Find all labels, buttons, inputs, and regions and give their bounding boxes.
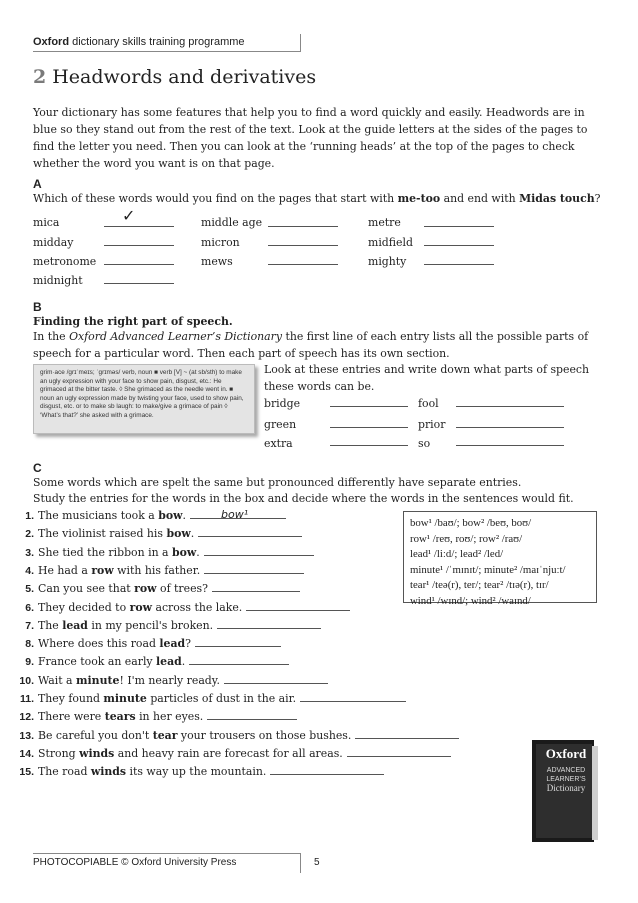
box-line: minute¹ /ˈmɪnɪt/; minute² /maɪˈnjuːt/ xyxy=(410,563,566,576)
answer-blank[interactable] xyxy=(330,406,408,407)
answer-blank[interactable] xyxy=(268,245,338,246)
sentence-row xyxy=(14,619,321,632)
word-item: midfield xyxy=(368,236,413,249)
sentence-text: your trousers on those bushes. xyxy=(177,728,352,742)
sentence-text: with his father. xyxy=(113,563,201,577)
sentence-text: There were xyxy=(38,710,105,724)
answer-blank[interactable] xyxy=(104,264,174,265)
book-title xyxy=(538,766,594,793)
sentence-number: 15. xyxy=(19,766,34,779)
target-word: minute xyxy=(103,692,147,705)
sentence-text: France took an early xyxy=(38,655,157,669)
footer-tick xyxy=(300,853,301,873)
word-item: mica xyxy=(33,216,60,229)
target-word: winds xyxy=(79,746,115,760)
footer-rule xyxy=(33,853,301,854)
question-text: ? xyxy=(594,192,601,205)
word-item: metre xyxy=(368,216,401,229)
sentence-text: its way up the mountain. xyxy=(126,765,267,779)
target-word: winds xyxy=(90,765,127,779)
answer-blank[interactable] xyxy=(207,710,297,720)
target-word: row xyxy=(129,600,152,614)
sentence-number: 8. xyxy=(25,638,34,651)
sentence-text: ! I'm nearly ready. xyxy=(119,673,220,687)
answer-blank[interactable] xyxy=(424,226,494,227)
target-word: lead xyxy=(159,637,186,651)
sentence-number: 14. xyxy=(19,747,34,760)
start-word: me-too xyxy=(397,192,441,205)
target-word: minute xyxy=(76,673,120,687)
section-b-letter: B xyxy=(33,300,42,314)
target-word: bow xyxy=(172,545,197,559)
pronunciation-box xyxy=(403,511,597,607)
footer-text: PHOTOCOPIABLE © Oxford University Press xyxy=(33,857,237,868)
sentence-text: The road xyxy=(38,765,91,779)
sentence-row xyxy=(14,546,314,559)
page-title xyxy=(33,66,316,88)
section-a-question xyxy=(33,190,613,207)
sentence-text: of trees? xyxy=(156,582,208,596)
answer-blank[interactable] xyxy=(212,582,300,592)
answer-blank[interactable] xyxy=(204,546,314,556)
sentence-number: 12. xyxy=(19,711,34,724)
sentence-row xyxy=(14,710,297,723)
target-word: lead xyxy=(62,618,88,632)
sentence-text: . xyxy=(190,527,195,541)
sentence-row xyxy=(14,637,281,650)
word-item: bridge xyxy=(264,397,301,410)
sentence-text: particles of dust in the air. xyxy=(146,692,297,705)
header-rule xyxy=(33,51,301,52)
sentence-number: 2. xyxy=(25,528,34,541)
sentence-text: Where does this road xyxy=(38,637,160,651)
sentence-number: 1. xyxy=(25,510,34,522)
answer-blank[interactable] xyxy=(104,226,174,227)
section-b-heading: Finding the right part of speech. xyxy=(33,315,233,328)
intro-paragraph: Your dictionary has some features that help you to find a word quickly and easily. Headwords are in blue so they stand out from the rest of the text. Look at the guide letters at the sides of the pages to find the letter you need. Then you can look at the ‘running heads’ at the top of the pages to check whether the word you want is on that page. xyxy=(33,106,588,170)
word-item: midday xyxy=(33,236,74,249)
answer-blank[interactable] xyxy=(424,245,494,246)
word-item: fool xyxy=(418,397,439,410)
section-c-letter: C xyxy=(33,461,42,475)
answer-blank[interactable] xyxy=(456,445,564,446)
sentence-text: . xyxy=(181,655,186,669)
word-item: mighty xyxy=(368,255,407,268)
sentence-row xyxy=(14,582,300,595)
dictionary-book-image xyxy=(530,738,600,846)
answer-blank[interactable] xyxy=(355,729,459,739)
running-header xyxy=(33,36,245,48)
answer-blank[interactable] xyxy=(204,564,304,574)
sentence-text: The violinist raised his xyxy=(38,527,167,541)
intro-text: the first line of each entry lists all the possible parts of speech for a particular word. Then each part of speech has its own section. xyxy=(33,330,589,360)
book-brand: Oxford xyxy=(545,746,587,761)
section-c-intro-1: Some words which are spelt the same but pronounced differently have separate entries. xyxy=(33,476,522,489)
sentence-number: 11. xyxy=(19,693,34,705)
end-word: Midas touch xyxy=(519,192,595,205)
dictionary-entry-image: grim·ace /grɪˈmeɪs; ˈgrɪməs/ verb, noun ■ verb [V] ~ (at sb/sth) to make an ugly expression with your face to show pain, disgust, etc.: He grimaced at the bitter taste. ◊ She grimaced as the needle went in. ■ noun an ugly expression made by twisting your face, used to show pain, disgust, etc. or to make sb laugh: to make/give a grimace of pain ◊ ‘What’s that?’ she asked with a grimace. xyxy=(33,364,255,434)
answer-blank[interactable] xyxy=(300,692,406,702)
sentence-number: 3. xyxy=(25,546,34,559)
page-number: 5 xyxy=(314,857,320,868)
intro-text: In the xyxy=(33,330,70,343)
word-item: prior xyxy=(418,418,446,431)
target-word: tears xyxy=(104,710,136,724)
sentence-text: ? xyxy=(185,637,191,651)
box-line: lead¹ /liːd/; lead² /led/ xyxy=(410,548,504,560)
title-text: Headwords and derivatives xyxy=(52,66,317,88)
answer-blank[interactable] xyxy=(270,765,384,775)
sentence-text: Strong xyxy=(38,746,80,760)
answer-blank[interactable] xyxy=(217,619,321,629)
sentence-row xyxy=(14,729,459,742)
sentence-text: Be careful you don't xyxy=(38,728,153,742)
answer-blank[interactable] xyxy=(268,226,338,227)
target-word: lead xyxy=(156,655,182,669)
book-title-line: LEARNER’S xyxy=(546,776,586,783)
word-item: mews xyxy=(201,255,233,268)
section-b-instruction: Look at these entries and write down what parts of speech these words can be. xyxy=(264,363,590,393)
target-word: row xyxy=(134,582,157,596)
sentence-text: Can you see that xyxy=(38,582,135,596)
sentence-row xyxy=(14,655,289,668)
sentence-text: in her eyes. xyxy=(135,710,204,724)
sentence-row xyxy=(14,527,302,540)
box-line: bow¹ /baʊ/; bow² /beʊ, boʊ/ xyxy=(410,517,532,529)
section-a-letter: A xyxy=(33,177,42,191)
answer-blank[interactable] xyxy=(104,245,174,246)
header-tick xyxy=(300,34,301,52)
example-answer: bow¹ xyxy=(221,508,249,521)
sentence-row xyxy=(14,564,304,577)
sentence-number: 4. xyxy=(25,564,34,577)
sentence-text: He had a xyxy=(38,563,92,577)
answer-blank[interactable] xyxy=(330,445,408,446)
answer-blank[interactable] xyxy=(104,283,174,284)
sentence-text: in my pencil's broken. xyxy=(87,618,214,632)
sentence-text: Wait a xyxy=(38,673,77,687)
word-item: midnight xyxy=(33,274,83,287)
tick-mark: ✓ xyxy=(122,206,136,225)
header-programme: dictionary skills training programme xyxy=(69,36,245,48)
sentence-row xyxy=(14,692,406,705)
sentence-text: The musicians took a xyxy=(38,509,159,522)
question-text: Which of these words would you find on the pages that start with xyxy=(33,192,398,205)
answer-blank[interactable] xyxy=(246,601,350,611)
sentence-text: They decided to xyxy=(38,600,130,614)
box-line: row¹ /reʊ, roʊ/; row² /raʊ/ xyxy=(410,532,523,545)
sentence-row xyxy=(14,674,328,687)
word-item: middle age xyxy=(201,216,263,229)
sentence-text: The xyxy=(38,618,63,632)
section-b-intro xyxy=(33,328,608,362)
sentence-number: 6. xyxy=(25,601,34,614)
sentence-text: . xyxy=(196,545,200,559)
answer-blank[interactable] xyxy=(424,264,494,265)
box-line: tear¹ /teə(r), ter/; tear² /tɪə(r), tɪr/ xyxy=(410,579,549,591)
sentence-row xyxy=(14,765,384,778)
target-word: row xyxy=(91,563,114,577)
answer-blank[interactable] xyxy=(224,674,328,684)
sentence-number: 5. xyxy=(25,583,34,596)
answer-blank[interactable] xyxy=(456,406,564,407)
answer-blank[interactable] xyxy=(198,527,302,537)
book-title-line: Dictionary xyxy=(546,783,586,793)
answer-blank[interactable] xyxy=(189,655,289,665)
title-number: 2 xyxy=(33,66,47,88)
sentence-number: 7. xyxy=(25,619,34,632)
question-text: and end with xyxy=(440,192,520,205)
sentence-row xyxy=(14,601,350,614)
dictionary-name: Oxford Advanced Learner’s Dictionary xyxy=(69,330,282,343)
sentence-text: She tied the ribbon in a xyxy=(38,545,172,559)
target-word: bow xyxy=(158,509,183,522)
target-word: bow xyxy=(166,527,191,541)
sentence-number: 13. xyxy=(19,729,34,742)
word-item: metronome xyxy=(33,255,97,268)
sentence-row xyxy=(14,747,451,760)
book-title-line: ADVANCED xyxy=(546,767,586,774)
sentence-text: They found xyxy=(38,692,104,705)
header-brand: Oxford xyxy=(33,36,70,48)
sentence-number: 9. xyxy=(25,656,34,669)
answer-blank[interactable] xyxy=(347,747,451,757)
target-word: tear xyxy=(152,728,178,742)
word-item: extra xyxy=(264,437,293,450)
sentence-text: . xyxy=(182,509,186,522)
word-item: micron xyxy=(201,236,240,249)
sentence-text: and heavy rain are forecast for all areas. xyxy=(114,746,343,760)
answer-blank[interactable] xyxy=(330,427,408,428)
word-item: so xyxy=(418,437,431,450)
sentence-number: 10. xyxy=(19,674,34,687)
answer-blank[interactable] xyxy=(195,637,281,647)
box-line: wind¹ /wɪnd/; wind² /waɪnd/ xyxy=(410,594,531,607)
answer-blank[interactable] xyxy=(268,264,338,265)
word-item: green xyxy=(264,418,297,431)
answer-blank[interactable] xyxy=(456,427,564,428)
sentence-text: across the lake. xyxy=(151,600,243,614)
section-c-intro-2: Study the entries for the words in the box and decide where the words in the sentences would fit. xyxy=(33,492,574,505)
